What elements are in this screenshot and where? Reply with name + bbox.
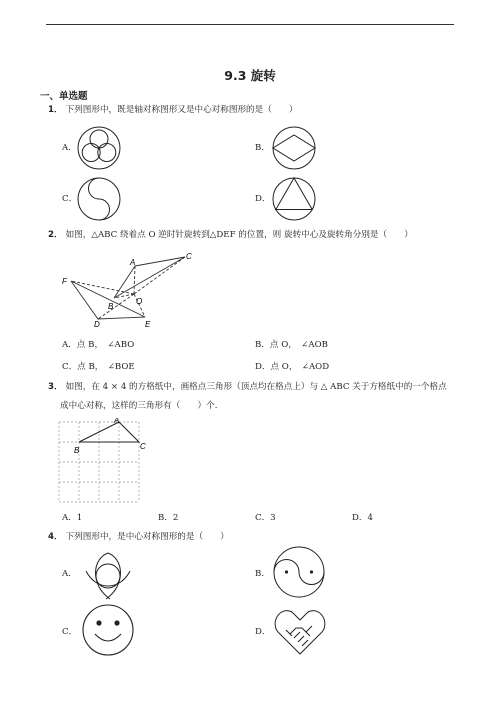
question-number: 2． (48, 230, 63, 240)
q1-option-b[interactable]: B． (255, 143, 270, 153)
section-heading: 一、单选题 (40, 91, 88, 102)
label-b: B (74, 446, 80, 455)
question-3-line2: 成中心对称，这样的三角形有（ ）个. (60, 401, 218, 411)
yin-yang-circle-figure (272, 545, 326, 599)
grid-triangle-figure (55, 418, 155, 504)
q3-option-c[interactable]: C．3 (255, 513, 276, 523)
label-d: D (94, 320, 100, 329)
q1-option-c[interactable]: C． (62, 194, 78, 204)
header-rule (46, 24, 454, 25)
q1-option-a[interactable]: A． (62, 143, 77, 153)
question-3 (48, 381, 447, 394)
q3-option-b[interactable]: B．2 (158, 513, 179, 523)
yin-yang-dot (310, 570, 313, 573)
page-title: 9.3 旋转 (224, 68, 276, 83)
label-e: E (145, 320, 151, 329)
q2-option-a[interactable]: A．点 B， ∠ABO (62, 340, 135, 350)
label-a: A (130, 258, 136, 267)
trefoil-circle-figure (76, 125, 122, 171)
q4-option-c[interactable]: C． (62, 627, 78, 637)
question-4 (48, 531, 229, 544)
label-a: A (114, 418, 120, 425)
rotation-triangles-figure (58, 248, 198, 330)
q3-option-a[interactable]: A．1 (62, 513, 83, 523)
question-2 (48, 229, 413, 242)
q2-option-c[interactable]: C．点 B， ∠BOE (62, 362, 135, 372)
q4-option-b[interactable]: B． (255, 569, 270, 579)
q2-option-d[interactable]: D．点 O， ∠AOD (255, 362, 330, 372)
question-number: 4． (48, 532, 63, 542)
q4-option-a[interactable]: A． (62, 569, 77, 579)
label-c: C (140, 442, 146, 451)
yin-yang-dot (285, 570, 288, 573)
label-c: C (186, 252, 192, 261)
q1-option-d[interactable]: D． (255, 194, 271, 204)
circle-rhombus-figure (271, 125, 317, 171)
question-text-line1: 如图，在 4 × 4 的方格纸中，画格点三角形（顶点均在格点上）与 △ ABC 关于方格纸中的一个格点 (65, 382, 447, 392)
label-f: F (62, 277, 67, 286)
q2-option-b[interactable]: B．点 O， ∠AOB (255, 340, 328, 350)
question-number: 1． (48, 105, 63, 115)
circle-triangle-figure (271, 176, 317, 222)
label-o: O (136, 297, 143, 306)
heart-handshake-figure (272, 602, 328, 658)
q3-option-d[interactable]: D．4 (352, 513, 373, 523)
question-text: 如图，△ABC 绕着点 O 逆时针旋转到△DEF 的位置，则 旋转中心及旋转角分别是（ ） (65, 230, 413, 240)
question-text: 下列图形中，是中心对称图形的是（ ） (65, 532, 229, 542)
question-text: 下列图形中，既是轴对称图形又是中心对称图形的是（ ） (65, 105, 298, 115)
question-1 (48, 104, 298, 117)
smiley-face-figure (80, 602, 136, 658)
q4-option-d[interactable]: D． (255, 627, 271, 637)
triquetra-circle-figure (80, 545, 136, 601)
yin-yang-figure (76, 176, 122, 222)
label-b: B (108, 302, 114, 311)
question-number: 3． (48, 382, 63, 392)
